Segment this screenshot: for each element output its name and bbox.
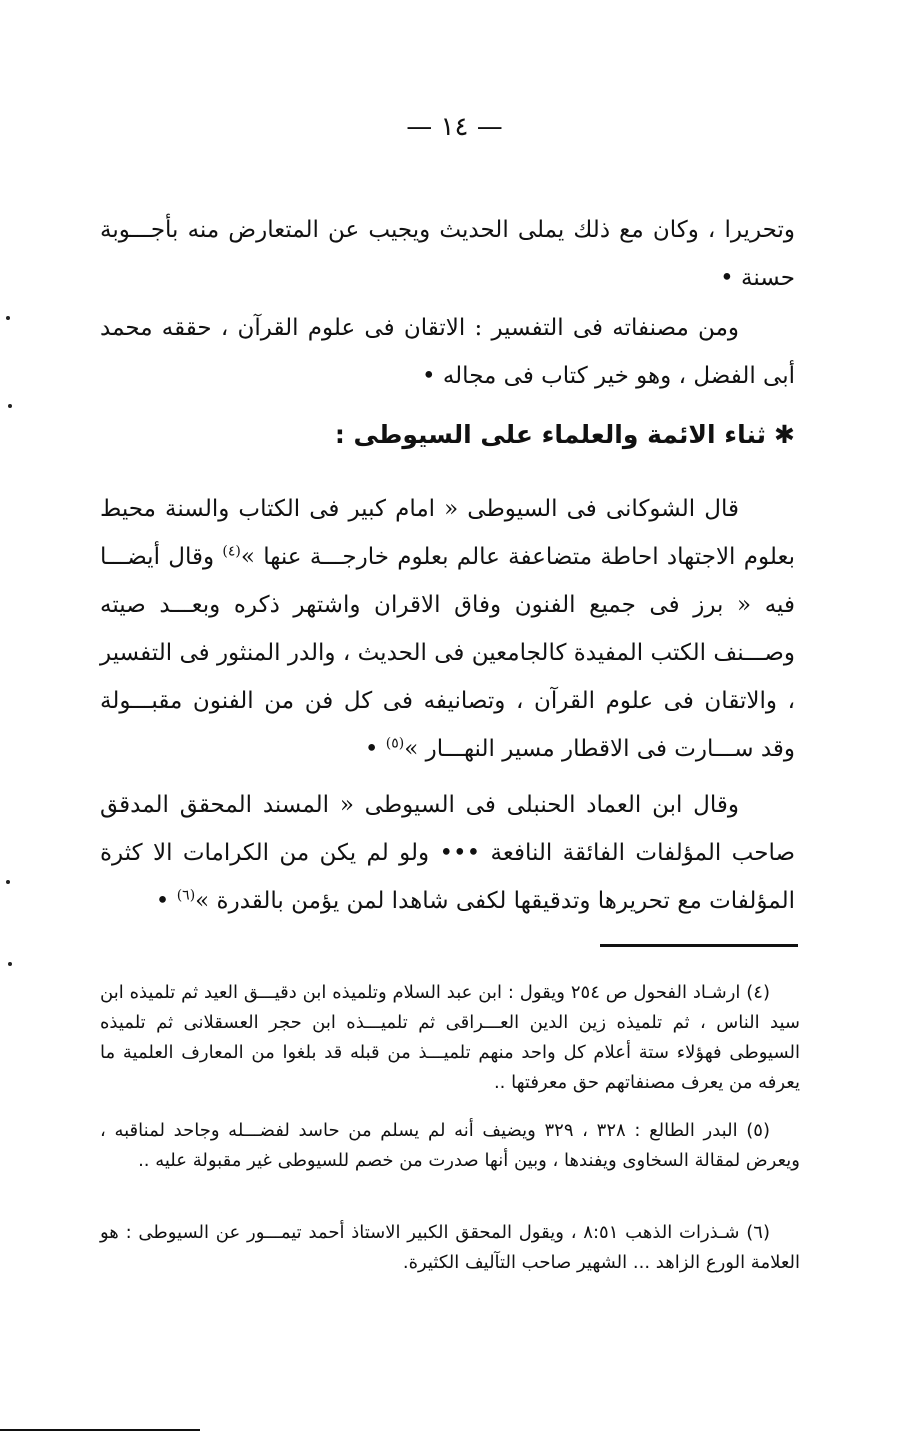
paragraph-shawkani-text-a: قال الشوكانى فى السيوطى « امام كبير فى الكتاب والسنة محيط بعلوم الاجتهاد احاطة متضاعفة عالم بعلوم خارجـــة عنها » [100, 496, 795, 570]
paragraph-shawkani-text-b: وقال أيضـــا فيه « برز فى جميع الفنون وفاق الاقران واشتهر ذكره وبعـــد صيته وصـــنف الكتب المفيدة كالجامعين فى الحديث ، والدر المنثور فى التفسير ، والاتقان فى علوم القرآن ، وتصانيفه فى كل فن من الفنون مقبـــولة وقد ســـارت فى الاقطار مسير النهـــار » [100, 544, 795, 762]
footnote-5 [100, 1116, 800, 1176]
footnote-6-text: (٦) شـذرات الذهب ٨:٥١ ، ويقول المحقق الكبير الاستاذ أحمد تيمـــور عن السيوطى : هو العلامة الورع الزاهد ... الشهير صاحب التآليف الكثيرة. [100, 1222, 800, 1273]
paragraph-ibn-alimad-end: • [155, 888, 177, 914]
paragraph-shawkani [100, 485, 795, 773]
footnote-6 [100, 1218, 800, 1278]
footnote-ref-4[interactable]: (٤) [222, 543, 241, 560]
footnote-4-text: (٤) ارشـاد الفحول ص ٢٥٤ ويقول : ابن عبد السلام وتلميذه ابن دقيـــق العيد ثم تلميذه ابن سيد الناس ، ثم تلميذه زين الدين العـــراقى ثم تلميـــذه ابن حجر العسقلانى ثم تلميذه السيوطى فهؤلاء ستة أعلام كل واحد منهم تلميـــذ من قبله قد بلغوا من المعارف العلمية ما يعرفه من يعرف مصنفاتهم حق معرفتها .. [100, 982, 800, 1093]
paragraph-works [100, 304, 795, 400]
scan-speck [8, 404, 12, 408]
paragraph-continuation-text: وتحريرا ، وكان مع ذلك يملى الحديث ويجيب عن المتعارض منه بأجـــوبة حسنة • [100, 217, 795, 291]
footnote-ref-6[interactable]: (٦) [176, 887, 196, 904]
paragraph-works-text: ومن مصنفاته فى التفسير : الاتقان فى علوم القرآن ، حققه محمد أبى الفضل ، وهو خير كتاب فى مجاله • [100, 315, 795, 389]
footnote-ref-5[interactable]: (٥) [385, 735, 405, 752]
scan-speck [6, 880, 10, 884]
paragraph-ibn-alimad-text: وقال ابن العماد الحنبلى فى السيوطى « المسند المحقق المدقق صاحب المؤلفات الفائقة النافعة ••• ولو لم يكن من الكرامات الا كثرة المؤلفات مع تحريرها وتدقيقها لكفى شاهدا لمن يؤمن بالقدرة » [100, 792, 795, 914]
scan-speck [8, 962, 12, 966]
page-edge-line [0, 1429, 200, 1431]
asterisk-icon: ✱ [774, 420, 795, 449]
paragraph-ibn-alimad [100, 781, 795, 925]
page-number: — ١٤ — [406, 112, 503, 142]
section-heading [100, 420, 795, 449]
paragraph-shawkani-end: • [364, 736, 386, 762]
scan-speck [6, 316, 10, 320]
paragraph-continuation [100, 206, 795, 302]
footnote-4 [100, 978, 800, 1098]
section-heading-text: ثناء الائمة والعلماء على السيوطى : [334, 420, 767, 449]
footnote-5-text: (٥) البدر الطالع : ٣٢٨ ، ٣٢٩ ويضيف أنه لم يسلم من حاسد لفضـــله وجاحد لمناقبه ، ويعرض لمقالة السخاوى ويفندها ، وبين أنها صدرت من خصم للسيوطى غير مقبولة عليه .. [100, 1120, 800, 1171]
footnote-separator [600, 944, 798, 947]
